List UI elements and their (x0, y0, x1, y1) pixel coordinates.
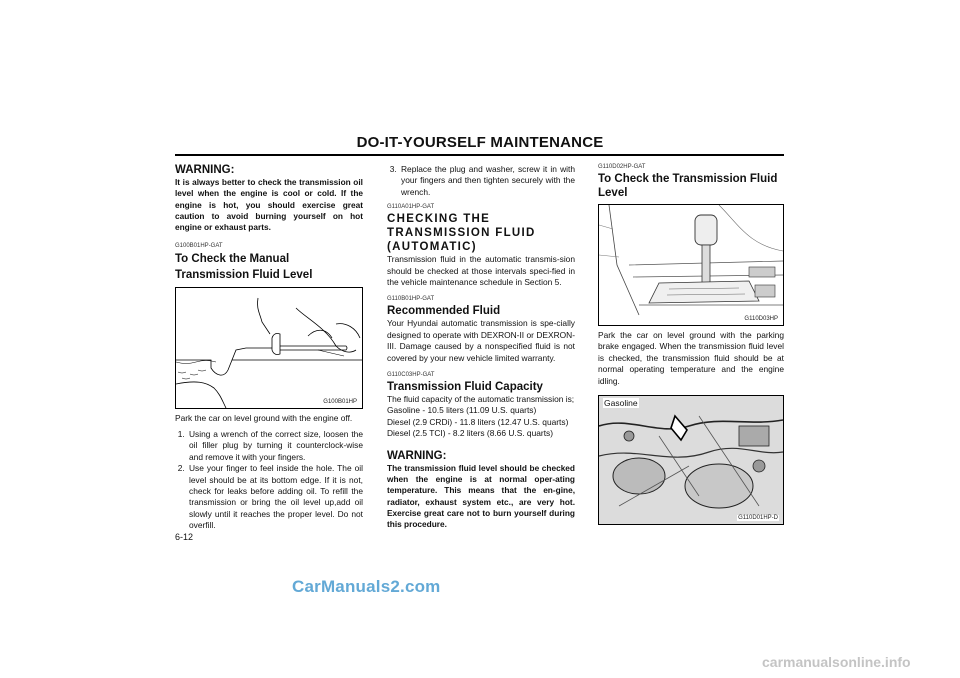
warning-body: It is always better to check the transmission oil level when the engine is cool or cold. If the engine is hot, you should exercise great caution to avoid burning yourself on hot engine or exhaust parts. (175, 177, 363, 233)
section-title: To Check the Manual Transmission Fluid Level (175, 253, 313, 282)
engine-bay-illustration (599, 396, 783, 524)
capacity-line: Diesel (2.9 CRDi) - 11.8 liters (12.47 U.S. quarts) (387, 416, 569, 427)
section-code: G110A01HP-GAT (387, 204, 435, 211)
section-body: Transmission fluid in the automatic transmis-sion should be checked at those intervals speci-fied in the vehicle maintenance schedule in Section 5. (387, 254, 575, 288)
figure-label: Gasoline (604, 398, 638, 409)
shift-lever-illustration (599, 205, 783, 325)
figure-code: G100B01HP (323, 399, 357, 406)
section-code: G110C03HP-GAT (387, 372, 435, 379)
warning-heading: WARNING: (175, 164, 235, 176)
step-item: 2. Use your finger to feel inside the hole. The oil level should be at its bottom edge. If it is not, check for leaks before adding oil. To refill the transmission or bring the oil level up,add oil slowly until it reaches the proper level. Do not overfill. (187, 463, 363, 531)
column-middle (387, 164, 575, 530)
figure-code: G110D03HP (744, 316, 778, 322)
figure-shift-lever (598, 204, 784, 326)
section-title: CHECKING THE TRANSMISSION FLUID (AUTOMATIC) (387, 213, 536, 254)
hand-checking-oil-illustration (176, 288, 362, 408)
section-body: Park the car on level ground with the parking brake engaged. When the transmission fluid level is checked, the transmission fluid should be at normal operating temperature and the engine idling. (598, 330, 784, 386)
figure-code: G110D01HP-D (738, 515, 778, 522)
section-title: Recommended Fluid (387, 305, 501, 318)
warning-body: The transmission fluid level should be checked when the engine is at normal oper-ating temperature. This means that the en-gine, radiator, exhaust system etc., are very hot. Exercise great care not to burn yourself during this procedure. (387, 462, 575, 530)
intro-text: Park the car on level ground with the engine off. (175, 413, 353, 424)
section-title: Transmission Fluid Capacity (387, 381, 543, 394)
column-left (175, 164, 363, 532)
section-body: The fluid capacity of the automatic transmission is; (387, 394, 575, 405)
page-header-title: DO-IT-YOURSELF MAINTENANCE (356, 134, 604, 151)
warning-heading: WARNING: (387, 449, 447, 462)
watermark-left[interactable]: CarManuals2.com (292, 577, 441, 596)
section-code: G100B01HP-GAT (175, 243, 223, 250)
watermark-right[interactable]: carmanualsonline.info (762, 654, 911, 670)
step-item: 3. Replace the plug and washer, screw it in with your fingers and then tighten securely with the wrench. (399, 164, 575, 198)
column-right (598, 164, 784, 525)
capacity-line: Gasoline - 10.5 liters (11.09 U.S. quarts) (387, 405, 537, 416)
capacity-line: Diesel (2.5 TCI) - 8.2 liters (8.66 U.S. quarts) (387, 428, 554, 439)
section-body: Your Hyundai automatic transmission is spe-cially designed to operate with DEXRON-II or DEXRON-III. Damage caused by a nonspecified fluid is not covered by your new vehicle limited warranty. (387, 318, 575, 363)
page-number: 6-12 (175, 532, 194, 542)
steps-list (175, 429, 363, 532)
figure-engine-dipstick (598, 395, 784, 525)
step-item: 1. Using a wrench of the correct size, loosen the oil filler plug by turning it counterclock-wise and remove it with your fingers. (187, 429, 363, 463)
section-code: G110B01HP-GAT (387, 296, 435, 303)
steps-list-continued (387, 164, 575, 198)
figure-manual-transmission (175, 287, 363, 409)
section-title: To Check the Transmission Fluid Level (598, 173, 778, 199)
header-rule (175, 154, 784, 156)
section-code: G110D02HP-GAT (598, 164, 646, 170)
